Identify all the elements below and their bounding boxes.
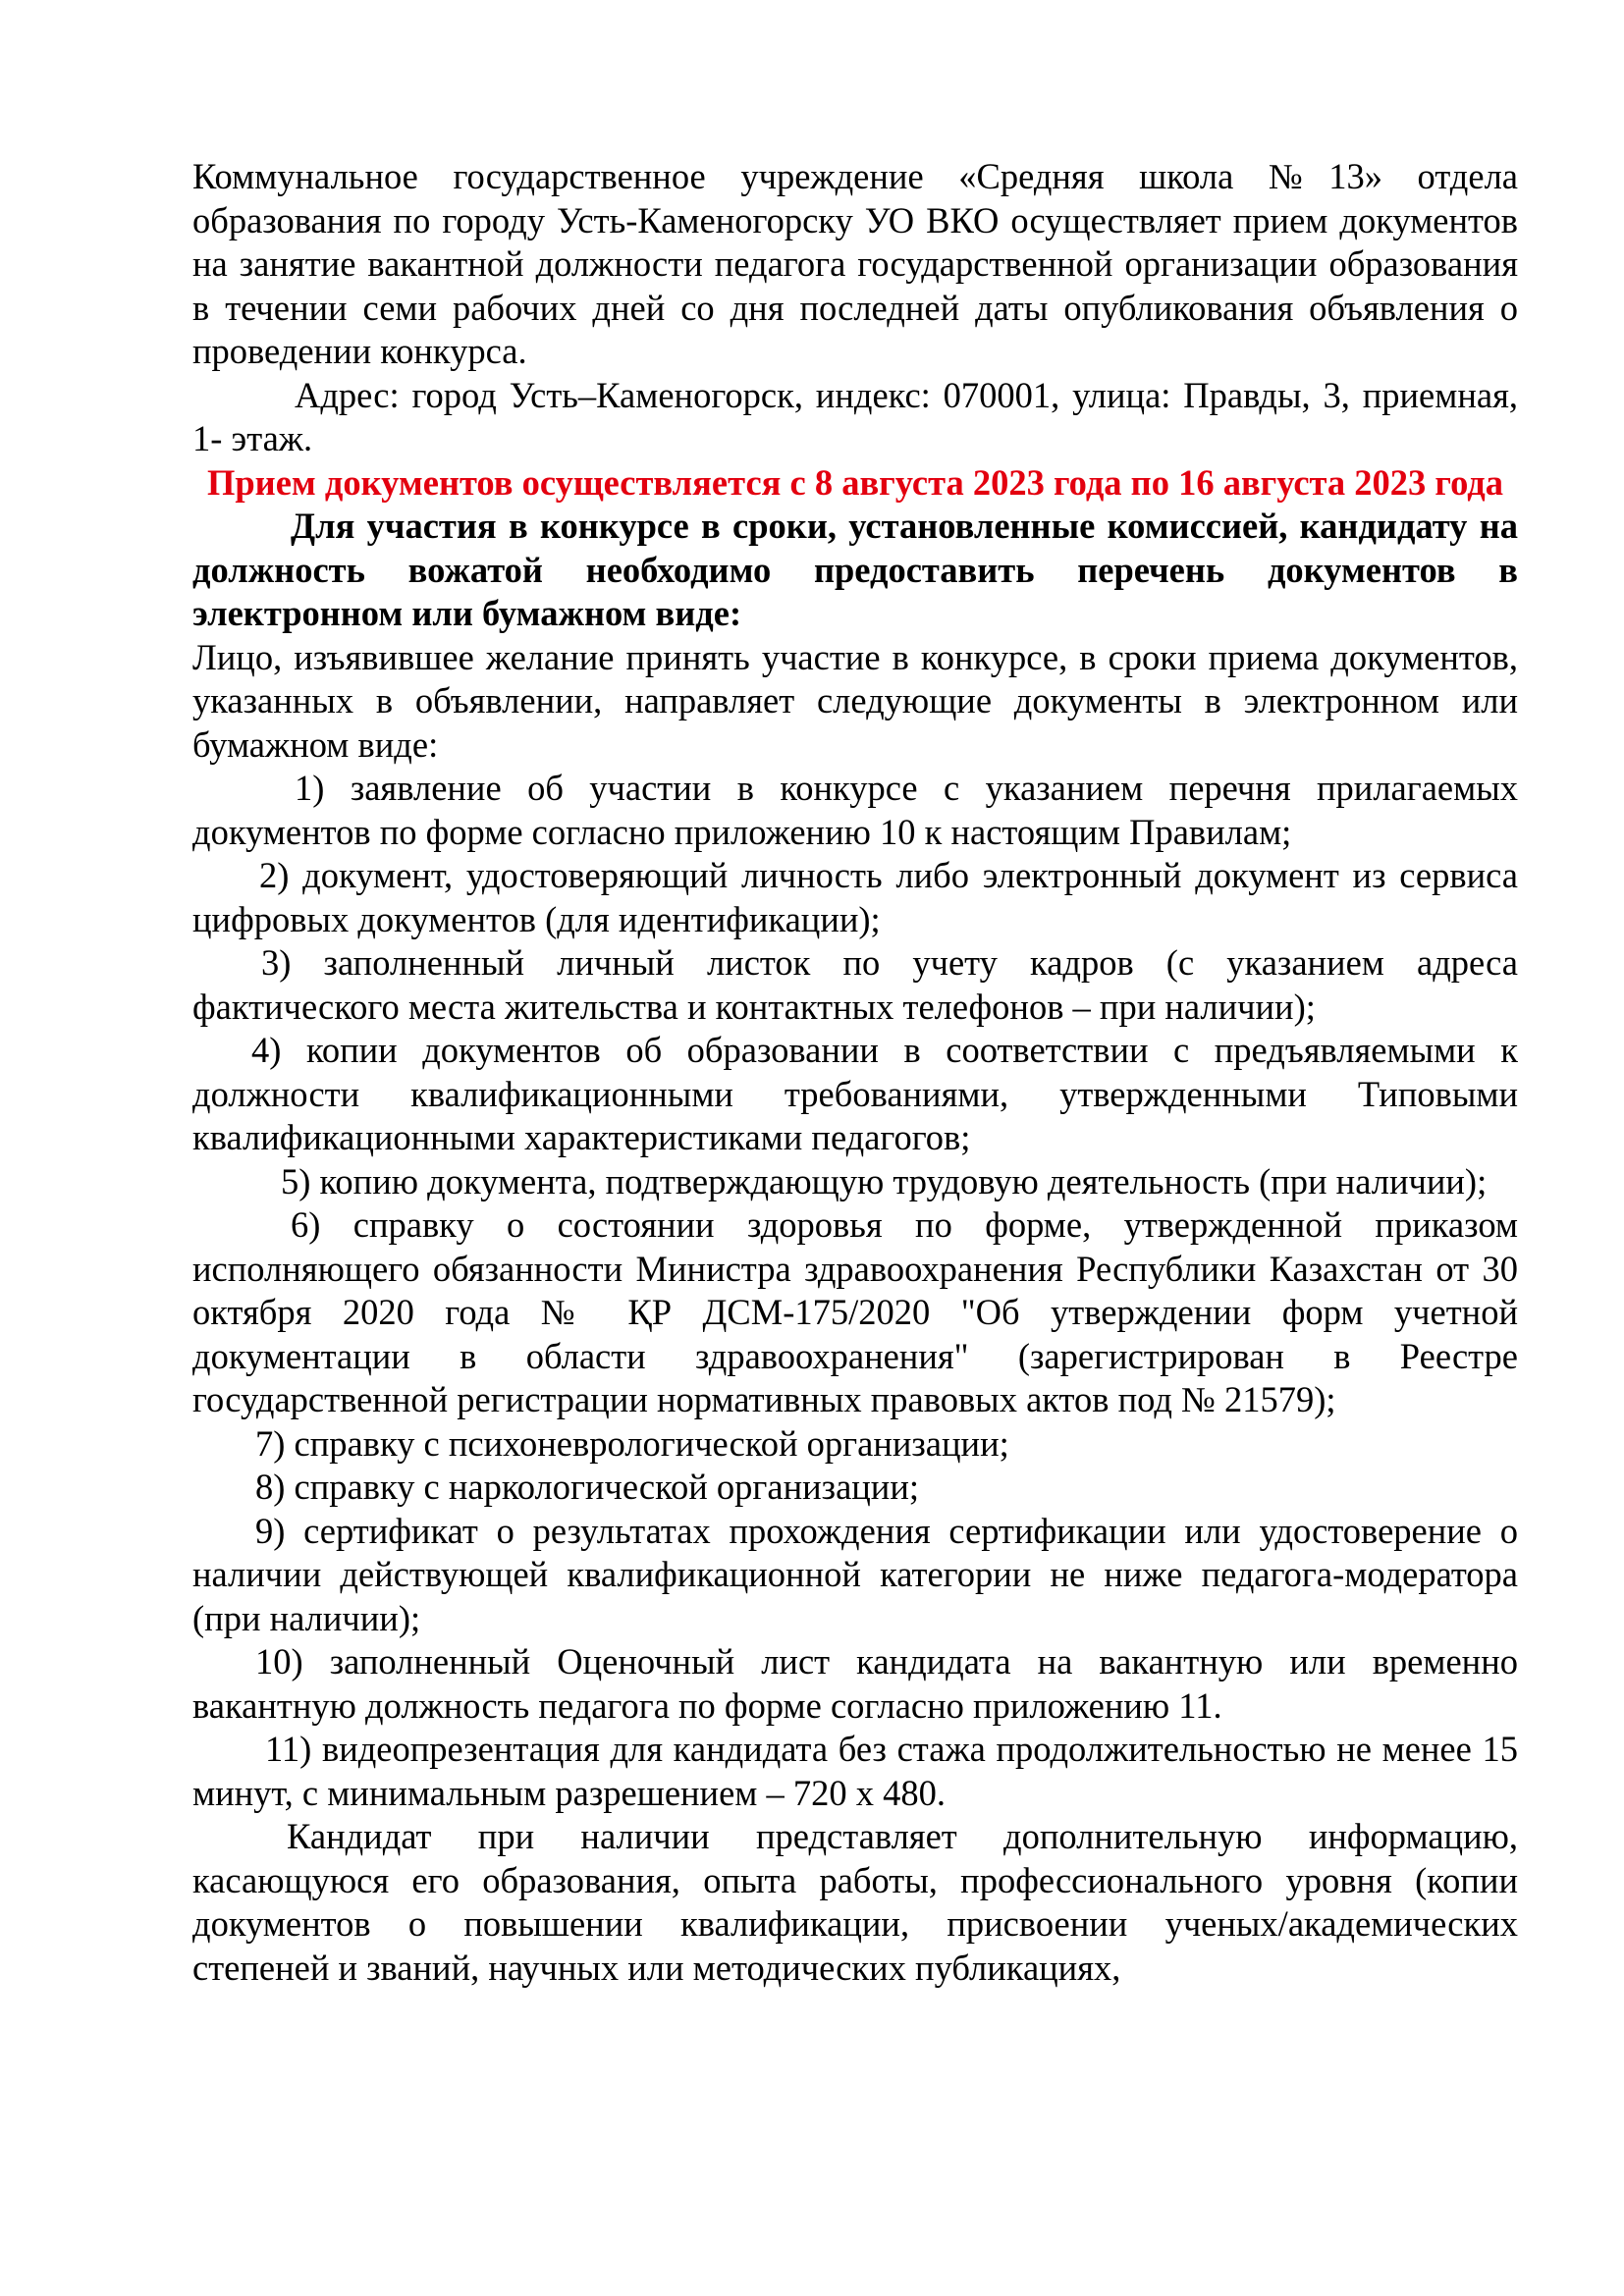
requirements-heading: Для участия в конкурсе в сроки, установленные комиссией, кандидату на должность вожатой необходимо предоставить перечень документов в электронном или бумажном виде:: [192, 506, 1518, 633]
intro-paragraph: Коммунальное государственное учреждение «Средняя школа №13» отдела образования по городу Усть-Каменогорску УО ВКО осуществляет прием документов на занятие вакантной должности педагога государственной организации образования в течении семи рабочих дней со дня последней даты опубликования объявления о проведении конкурса.: [192, 156, 1518, 371]
list-item: 7) справку с психоневрологической организации;: [255, 1422, 1009, 1464]
announcement-heading: Прием документов осуществляется с 8 августа 2023 года по 16 августа 2023 года: [206, 461, 1504, 503]
list-item: 4) копии документов об образовании в соответствии с предъявляемыми к должности квалификационными требованиями, утвержденными Типовыми квалификационными характеристиками педагогов;: [192, 1030, 1518, 1157]
list-item: 9) сертификат о результатах прохождения сертификации или удостоверение о наличии действующей квалификационной категории не ниже педагога-модератора (при наличии);: [192, 1510, 1518, 1638]
closing-paragraph: Кандидат при наличии представляет дополнительную информацию, касающуюся его образования, опыта работы, профессионального уровня (копии документов о повышении квалификации, присвоении ученых/академических степеней и званий, научных или методических публикациях,: [192, 1816, 1518, 1988]
list-item: 11) видеопрезентация для кандидата без стажа продолжительностью не менее 15 минут, с минимальным разрешением – 720 х 480.: [192, 1729, 1518, 1813]
list-item: 6) справку о состоянии здоровья по форме, утвержденной приказом исполняющего обязанности Министра здравоохранения Республики Казахстан от 30 октября 2020 года № ҚР ДСМ-175/2020 "Об утверждении форм учетной документации в области здравоохранения" (зарегистрирован в Реестре государственной регистрации нормативных правовых актов под № 21579);: [192, 1204, 1518, 1419]
document-page: [192, 155, 1518, 1990]
list-item: 10) заполненный Оценочный лист кандидата на вакантную или временно вакантную должность педагога по форме согласно приложению 11.: [192, 1641, 1518, 1726]
list-item: 1) заявление об участии в конкурсе с указанием перечня прилагаемых документов по форме согласно приложению 10 к настоящим Правилам;: [192, 768, 1518, 852]
address-paragraph: Адрес: город Усть–Каменогорск, индекс: 070001, улица: Правды, 3, приемная, 1- этаж.: [192, 374, 1518, 458]
list-item: 8) справку с наркологической организации;: [255, 1467, 920, 1507]
list-item: 3) заполненный личный листок по учету кадров (с указанием адреса фактического места жительства и контактных телефонов – при наличии);: [192, 942, 1518, 1027]
list-item: 2) документ, удостоверяющий личность либо электронный документ из сервиса цифровых документов (для идентификации);: [192, 855, 1518, 939]
list-item: 5) копию документа, подтверждающую трудовую деятельность (при наличии);: [281, 1160, 1488, 1201]
lead-in-paragraph: Лицо, изъявившее желание принять участие в конкурсе, в сроки приема документов, указанных в объявлении, направляет следующие документы в электронном или бумажном виде:: [192, 636, 1518, 765]
